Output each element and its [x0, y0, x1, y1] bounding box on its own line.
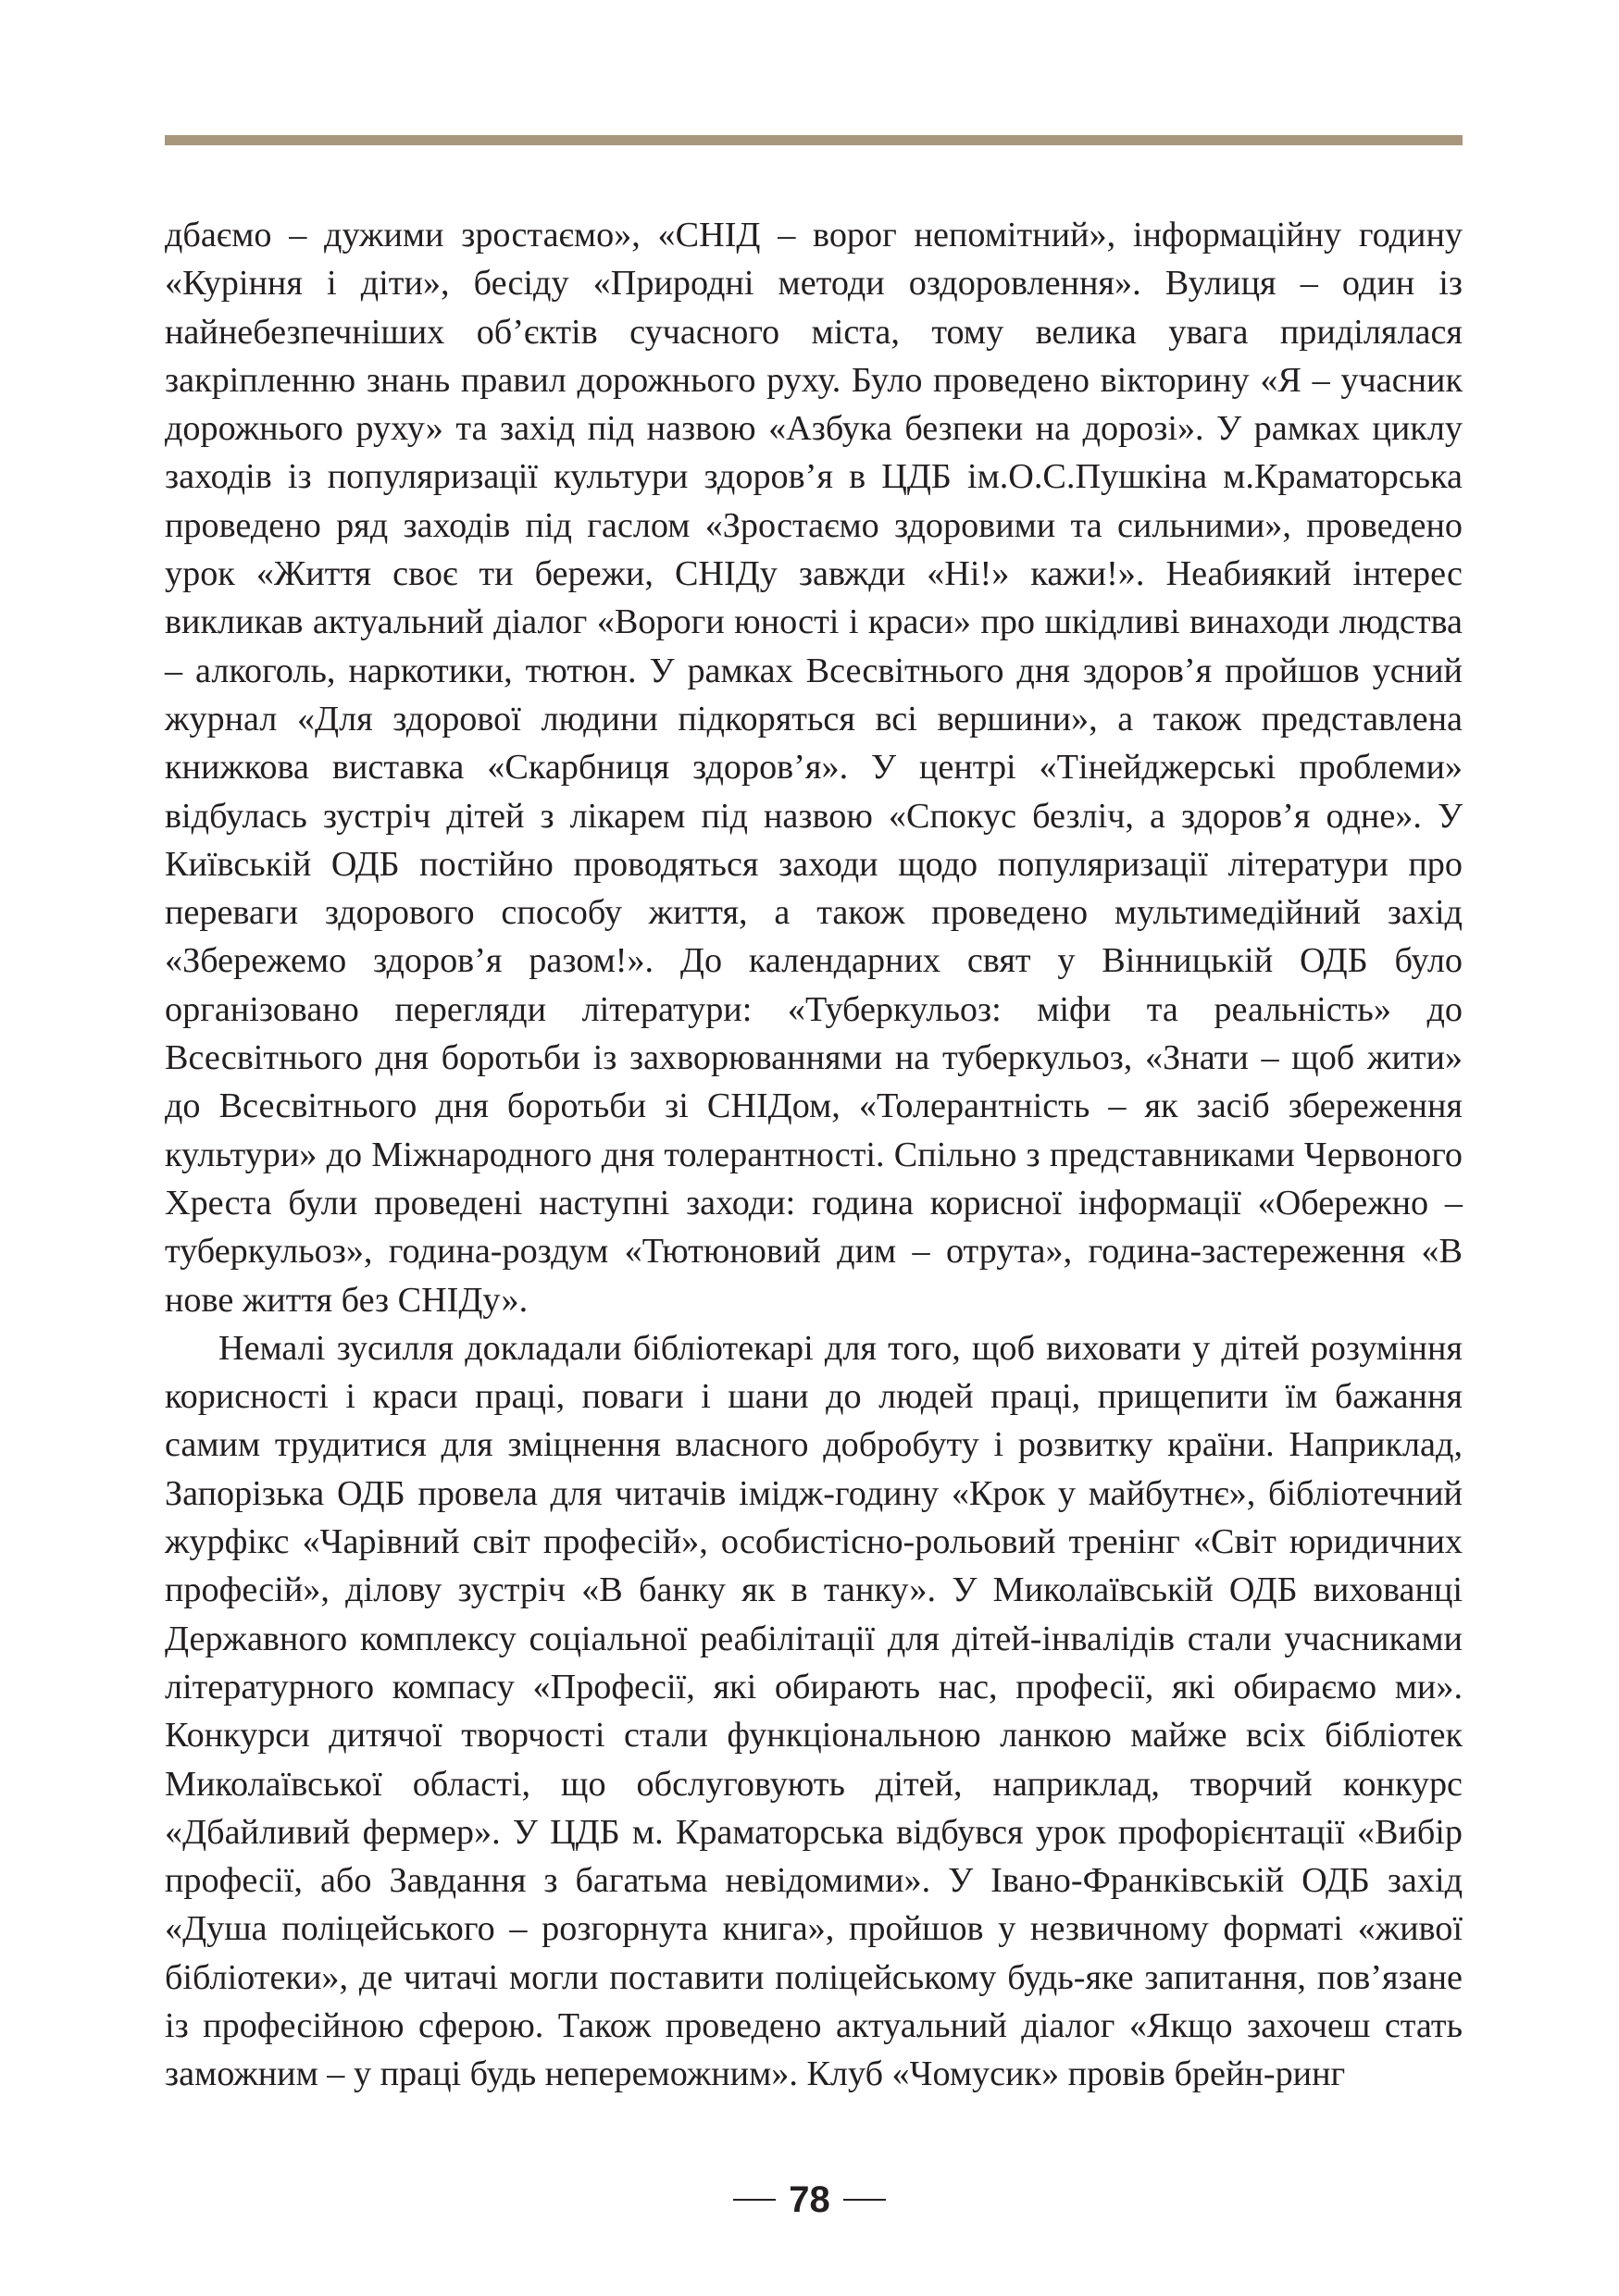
body-text: [165, 211, 1463, 2099]
page-footer: [0, 2177, 1619, 2223]
paragraph: дбаємо – дужими зростаємо», «СНІД – ворог непомітний», інформаційну годину «Куріння і діти», бесіду «Природні методи оздоровлення». Вулиця – один із найнебезпечніших об’єктів сучасного міста, тому велика увага приділялася закріпленню знань правил дорожнього руху. Було проведено вікторину «Я – учасник дорожнього руху» та захід під назвою «Азбука безпеки на дорозі». У рамках циклу заходів із популяризації культури здоров’я в ЦДБ ім.О.С.Пушкіна м.Краматорська проведено ряд заходів під гаслом «Зростаємо здоровими та сильними», проведено урок «Життя своє ти бережи, СНІДу завжди «Ні!» кажи!». Неабиякий інтерес викликав актуальний діалог «Вороги юності і краси» про шкідливі винаходи людства – алкоголь, наркотики, тютюн. У рамках Всесвітнього дня здоров’я пройшов усний журнал «Для здорової людини підкоряться всі вершини», а також представлена книжкова виставка «Скарбниця здоров’я». У центрі «Тінейджерські проблеми» відбулась зустріч дітей з лікарем під назвою «Спокус безліч, а здоров’я одне». У Київській ОДБ постійно проводяться заходи щодо популяризації літератури про переваги здорового способу життя, а також проведено мультимедійний захід «Збережемо здоров’я разом!». До календарних свят у Вінницькій ОДБ було організовано перегляди літератури: «Туберкульоз: міфи та реальність» до Всесвітнього дня боротьби із захворюваннями на туберкульоз, «Знати – щоб жити» до Всесвітнього дня боротьби зі СНІДом, «Толерантність – як засіб збереження культури» до Міжнародного дня толерантності. Спільно з представниками Червоного Хреста були проведені наступні заходи: година корисної інформації «Обережно – туберкульоз», година-роздум «Тютюновий дим – отрута», година-застереження «В нове життя без СНІДу».: [165, 216, 1463, 1320]
page-number: 78: [789, 2179, 830, 2220]
footer-dash-left: [733, 2199, 776, 2201]
footer-dash-right: [843, 2199, 886, 2201]
header-rule: [165, 135, 1463, 145]
paragraph: Немалі зусилля докладали бібліотекарі для того, щоб виховати у дітей розуміння корисності і краси праці, поваги і шани до людей праці, прищепити їм бажання самим трудитися для зміцнення власного добробуту і розвитку країни. Наприклад, Запорізька ОДБ провела для читачів імідж-годину «Крок у майбутнє», бібліотечний журфікс «Чарівний світ професій», особистісно-рольовий тренінг «Світ юридичних професій», ділову зустріч «В банку як в танку». У Миколаївській ОДБ вихованці Державного комплексу соціальної реабілітації для дітей-інвалідів стали учасниками літературного компасу «Професії, які обирають нас, професії, які обираємо ми». Конкурси дитячої творчості стали функціональною ланкою майже всіх бібліотек Миколаївської області, що обслуговують дітей, наприклад, творчий конкурс «Дбайливий фермер». У ЦДБ м. Краматорська відбувся урок профорієнтації «Вибір професії, або Завдання з багатьма невідомими». У Івано-Франківській ОДБ захід «Душа поліцейського – розгорнута книга», пройшов у незвичному форматі «живої бібліотеки», де читачі могли поставити поліцейському будь-яке запитання, пов’язане із професійною сферою. Також проведено актуальний діалог «Якщо захочеш стать заможним – у праці будь непереможним». Клуб «Чомусик» провів брейн-ринг: [165, 1328, 1463, 2094]
